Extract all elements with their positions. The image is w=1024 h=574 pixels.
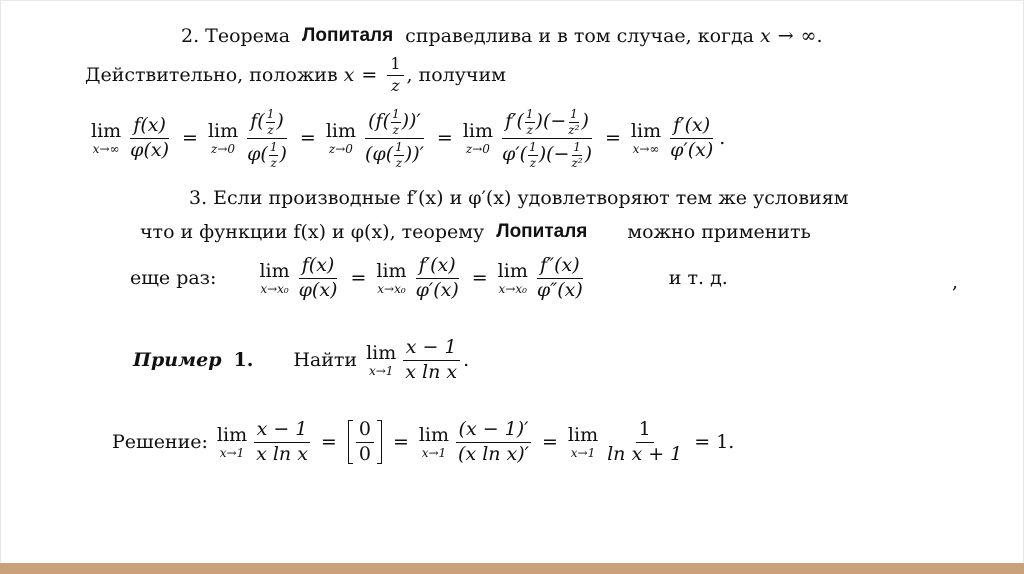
lhopital-infinity-formula [88,108,725,169]
limit-operator: lim x→∞ [91,120,122,157]
fraction-1-over-z: $\frac{1}{z}$ [387,56,403,95]
equals-sign: = [471,266,488,289]
limit-operator: lim x→x₀ [376,259,407,296]
item3-line1-text: 3. Если производные f′(x) и φ′(x) удовлетворяют тем же условиям [189,187,849,209]
equals-sign: = [320,430,337,453]
fraction-1-over-lnx-plus-1: $\frac{1}{\text{ln x + 1}}$ [607,418,683,465]
trailing-comma: , [952,271,959,293]
fraction-f-over-phi: $\frac{f(x)}{\varphi(x)}$ [130,114,170,162]
item2-prefix: 2. Теорема [181,25,291,47]
item2-middle: справедлива и в том случае, когда [405,25,755,47]
item3-second-derivative-formula [130,256,728,301]
var-x: x [343,63,355,86]
fraction-x-minus-1-over-xlnx: $\frac{x - 1}{\text{x ln x}}$ [253,420,311,465]
limit-operator: lim x→∞ [630,120,662,157]
equals-sign: = [361,63,378,86]
lopital-name: Лопиталя [302,25,394,46]
item3-line2-prefix: что и функции f(x) и φ(x), теорему [140,221,485,243]
equals-sign: = [542,430,558,453]
item3-line3-prefix: еще раз: [130,266,217,289]
equals-sign: = [350,266,367,289]
limit-operator: lim x→x₀ [497,259,528,296]
equals-sign: = [299,127,316,150]
period: . [719,127,726,150]
equals-sign: = [436,127,453,150]
infinity-symbol: ∞. [800,25,823,47]
limit-operator: lim x→1 [567,423,599,460]
item3-line2-suffix: можно применить [627,221,811,243]
indeterminate-form-bracket [348,420,382,465]
zero-over-zero: $\frac{0}{0}$ [356,420,374,465]
etc-text: и т. д. [668,266,728,289]
item2-line2 [85,56,506,95]
fraction-f-over-phi: $\frac{f(x)}{\varphi(x)}$ [298,254,338,301]
fraction-fdprime-over-phidprime: $\frac{f''(x)}{\varphi''(x)}$ [536,254,583,301]
var-x: x [760,25,771,47]
fraction-f1z-over-phi1z: f( $\frac{1}{z}$ ) φ( $\frac{1}{z}$ ) [247,107,287,170]
solution-label: Решение: [112,430,208,453]
limit-operator: lim z→0 [325,120,356,157]
item2-line1 [181,26,823,47]
solution-result: = 1. [694,430,735,453]
fraction-derivatives: $\frac{(x - 1)'}{\text{(x ln x)′}}$ [455,420,532,465]
fraction-x-minus-1-over-xlnx: $\frac{x - 1}{\text{x ln x}}$ [402,338,460,383]
item3-line1 [189,188,848,209]
limit-operator: lim x→1 [418,423,450,460]
period: . [463,348,470,371]
item2-line2-suffix: , получим [406,63,506,86]
example-find: Найти [293,348,358,371]
limit-operator: lim x→1 [216,423,248,460]
limit-operator: lim z→0 [207,120,239,157]
fraction-fprime-over-phiprime: $\frac{f'(x)}{\varphi'(x)}$ [670,114,714,162]
example-1 [133,338,469,383]
arrow-symbol: → [777,25,794,47]
fraction-chain-rule: f′( $\frac{1}{z}$ )(− $\frac{1}{\text{z²}}$ ) φ′( $\frac{1}{z}$ )(− $\frac{1}{\text{z²}}$ ) [502,107,592,170]
example-number: 1. [233,348,254,371]
equals-sign: = [605,127,621,150]
equals-sign: = [392,430,409,453]
equals-sign: = [182,127,198,150]
limit-operator: lim x→1 [366,341,397,378]
example-label: Пример [133,348,222,371]
limit-operator: lim z→0 [462,120,494,157]
item2-line2-prefix: Действительно, положив [85,63,338,86]
fraction-derivatives-composite: (f( $\frac{1}{z}$ ))′ (φ( $\frac{1}{z}$ ))′ [365,107,424,170]
solution [112,420,734,465]
lopital-name: Лопиталя [496,221,588,242]
item3-line2 [140,222,811,243]
bottom-accent-bar [0,563,1024,574]
fraction-fprime-over-phiprime: $\frac{f'(x)}{\varphi'(x)}$ [415,254,459,301]
limit-operator: lim x→x₀ [259,259,290,296]
